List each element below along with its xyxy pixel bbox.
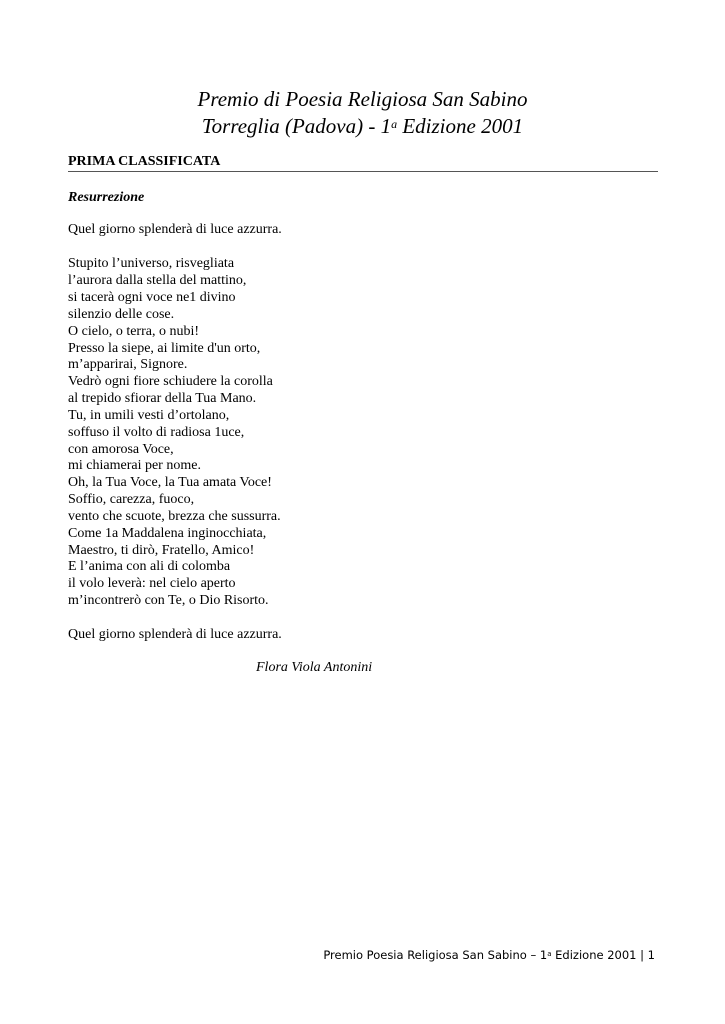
poem-line: soffuso il volto di radiosa 1uce, bbox=[68, 425, 245, 440]
poem-line: Soffio, carezza, fuoco, bbox=[68, 492, 195, 507]
footer-superscript: a bbox=[547, 950, 552, 958]
page-footer bbox=[323, 948, 655, 963]
document-title bbox=[0, 86, 725, 140]
footer-text-suffix: Edizione 2001 | 1 bbox=[551, 948, 655, 962]
title-line-2-suffix: Edizione 2001 bbox=[397, 114, 524, 138]
poem-line: E l’anima con ali di colomba bbox=[68, 559, 231, 574]
poem-line: Oh, la Tua Voce, la Tua amata Voce! bbox=[68, 475, 272, 490]
refrain-closing: Quel giorno splenderà di luce azzurra. bbox=[68, 627, 282, 642]
poem-line: si tacerà ogni voce ne1 divino bbox=[68, 290, 236, 305]
poem-line: mi chiamerai per nome. bbox=[68, 458, 201, 473]
title-line-2-superscript: a bbox=[391, 117, 398, 131]
poem-line: l’aurora dalla stella del mattino, bbox=[68, 273, 247, 288]
title-line-2-prefix: Torreglia (Padova) - 1 bbox=[201, 114, 392, 138]
poem-line: con amorosa Voce, bbox=[68, 442, 174, 457]
poem-line: Maestro, ti dirò, Fratello, Amico! bbox=[68, 543, 255, 558]
footer-text-prefix: Premio Poesia Religiosa San Sabino – 1 bbox=[323, 948, 548, 962]
section-heading: PRIMA CLASSIFICATA bbox=[68, 153, 658, 172]
poem-line: Stupito l’universo, risvegliata bbox=[68, 256, 235, 271]
poem-title: Resurrezione bbox=[68, 190, 145, 205]
poem-line: Presso la siepe, ai limite d'un orto, bbox=[68, 341, 261, 356]
poem-line: O cielo, o terra, o nubi! bbox=[68, 324, 200, 339]
poem-line: il volo leverà: nel cielo aperto bbox=[68, 576, 236, 591]
poem-line: Tu, in umili vesti d’ortolano, bbox=[68, 408, 230, 423]
poem-line: al trepido sfiorar della Tua Mano. bbox=[68, 391, 257, 406]
poem-line: m’apparirai, Signore. bbox=[68, 357, 188, 372]
title-line-2 bbox=[0, 113, 725, 140]
poem-line: Vedrò ogni fiore schiudere la corolla bbox=[68, 374, 273, 389]
poem-line: vento che scuote, brezza che sussurra. bbox=[68, 509, 281, 524]
poem-line: m’incontrerò con Te, o Dio Risorto. bbox=[68, 593, 269, 608]
title-line-1: Premio di Poesia Religiosa San Sabino bbox=[197, 87, 528, 111]
refrain-opening: Quel giorno splenderà di luce azzurra. bbox=[68, 222, 282, 237]
poem-line: Come 1a Maddalena inginocchiata, bbox=[68, 526, 267, 541]
poem-line: silenzio delle cose. bbox=[68, 307, 175, 322]
poem-author: Flora Viola Antonini bbox=[256, 660, 373, 675]
